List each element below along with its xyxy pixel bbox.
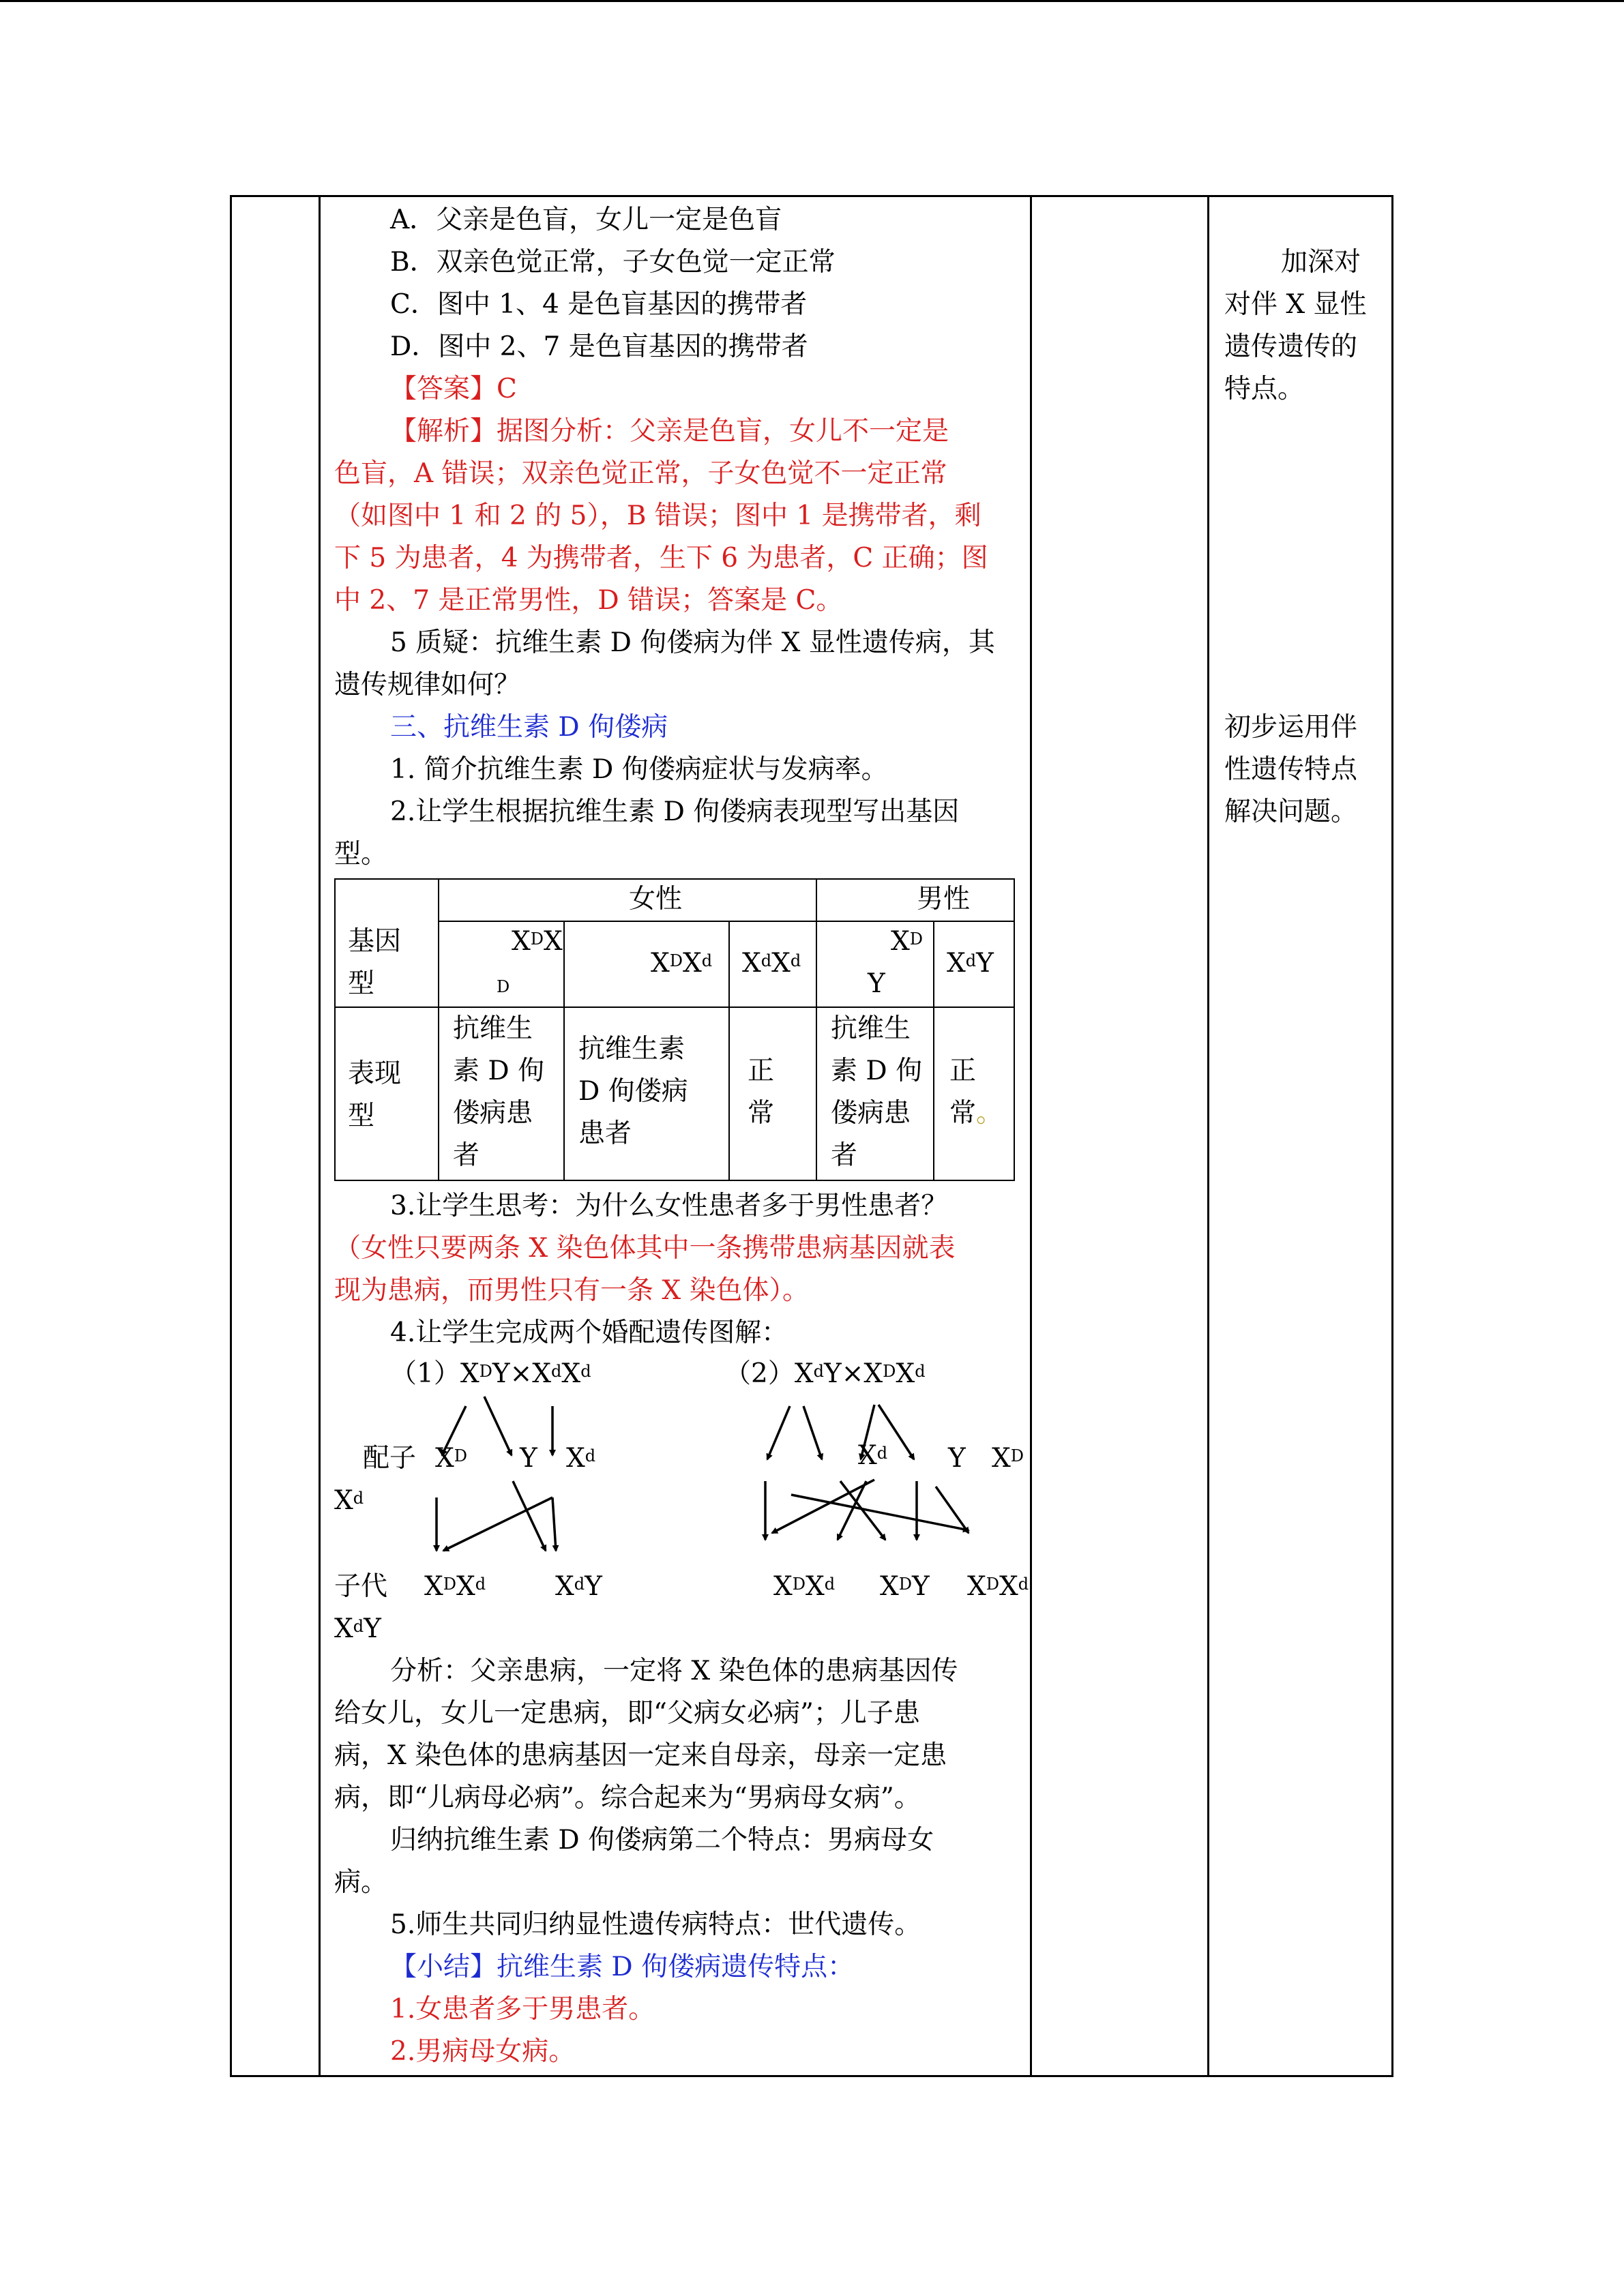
c2-arrow-1	[767, 1406, 790, 1459]
think-answer-1: （女性只要两条 X 染色体其中一条携带患病基因就表	[334, 1233, 956, 1264]
side-note-1-line-3: 遗传遗传的	[1224, 331, 1358, 362]
cross2-gamete-2: Y	[948, 1443, 966, 1474]
section3-step2-line1: 2.让学生根据抗维生素 D 佝偻病表现型写出基因	[390, 796, 960, 827]
phenotype-2-b: D 佝偻病	[578, 1076, 688, 1107]
analysis2-line-2: 给女儿，女儿一定患病，即“父病女必病”；儿子患	[334, 1698, 920, 1729]
genotype-label-2: 型	[348, 968, 375, 999]
analysis-line-2: 色盲，A 错误；双亲色觉正常，子女色觉不一定正常	[334, 458, 947, 489]
genotype-female-dd-wrap: D	[497, 977, 510, 996]
phenotype-4-d: 者	[831, 1140, 858, 1171]
phenotype-1-a: 抗维生	[453, 1013, 533, 1044]
genotype-female-Dd: $X^DX^d$	[651, 948, 713, 979]
section3-title: 三、抗维生素 D 佝偻病	[390, 712, 668, 743]
phenotype-4-a: 抗维生	[831, 1013, 911, 1044]
cross1-offspring-2: $X^dY$	[555, 1571, 602, 1602]
phenotype-3-b: 常	[748, 1098, 775, 1129]
phenotype-4-b: 素 D 佝	[831, 1056, 923, 1086]
side-note-2-line-3: 解决问题。	[1224, 796, 1358, 827]
option-b: B．双亲色觉正常，子女色觉一定正常	[390, 247, 836, 278]
cross1-offspring-wrap: $X^dY$	[334, 1613, 381, 1644]
analysis-text-1: 据图分析：父亲是色盲，女儿不一定是	[497, 416, 949, 447]
question5-line-2: 遗传规律如何？	[334, 670, 521, 700]
question5-line-1: 5 质疑：抗维生素 D 佝偻病为伴 X 显性遗传病，其	[390, 627, 995, 658]
phenotype-1-c: 偻病患	[453, 1098, 533, 1129]
gamete-label: 配子	[363, 1443, 417, 1474]
analysis-line-3: （如图中 1 和 2 的 5），B 错误；图中 1 是携带者，剩	[334, 501, 981, 531]
cross1-gamete-3: $X^d$	[566, 1443, 596, 1474]
c2-arrow-4	[879, 1405, 914, 1459]
phenotype-label-1: 表现	[348, 1058, 402, 1089]
cross1-parents: $(1)X^DY\times X^dX^d$	[390, 1358, 591, 1389]
genotype-male-D-Y: Y	[868, 968, 885, 999]
phenotype-2-c: 患者	[578, 1118, 632, 1149]
c1-arrow-5	[443, 1497, 552, 1551]
summary2-line-1: 归纳抗维生素 D 佝偻病第二个特点：男病母女	[390, 1825, 934, 1855]
cross2-offspring-1: $X^DX^d$	[773, 1571, 836, 1602]
option-d: D．图中 2、7 是色盲基因的携带者	[390, 331, 808, 362]
phenotype-5-a: 正	[949, 1056, 977, 1086]
c1-arrow-1	[442, 1406, 466, 1455]
cross1-gamete-2: Y	[520, 1443, 537, 1474]
analysis-line-5: 中 2、7 是正常男性，D 错误；答案是 C。	[334, 585, 843, 616]
c1-arrow-2	[484, 1397, 512, 1455]
c2-arrow-6	[791, 1495, 969, 1530]
genotype-female-dd-normal: $X^dX^d$	[742, 948, 801, 979]
side-note-2-line-1: 初步运用伴	[1224, 712, 1358, 743]
cross1-gamete-wrap: $X^d$	[334, 1485, 364, 1516]
cross2-offspring-2: $X^DY$	[880, 1571, 930, 1602]
genotype-label-1: 基因	[348, 926, 402, 957]
phenotype-label-2: 型	[348, 1101, 375, 1131]
genotype-male-D: $X^D$	[891, 926, 924, 957]
think-question: 3.让学生思考：为什么女性患者多于男性患者？	[390, 1191, 948, 1221]
genotype-male-d: $X^dY$	[947, 948, 994, 979]
conclusion-title: 【小结】抗维生素 D 佝偻病遗传特点：	[390, 1952, 855, 1982]
side-note-1-line-4: 特点。	[1224, 374, 1305, 404]
genotype-female-dd: $X^DX$	[512, 926, 563, 957]
phenotype-1-b: 素 D 佝	[453, 1056, 545, 1086]
side-note-1-line-2: 对伴 X 显性	[1224, 289, 1367, 320]
cross1-offspring-1: $X^DX^d$	[424, 1571, 486, 1602]
conclusion-point-2: 2.男病母女病。	[390, 2036, 576, 2067]
phenotype-3-a: 正	[748, 1056, 775, 1086]
phenotype-4-c: 偻病患	[831, 1098, 911, 1129]
c2-arrow-2	[803, 1406, 822, 1459]
answer: 【答案】C	[390, 374, 517, 404]
option-a: A．父亲是色盲，女儿一定是色盲	[390, 205, 782, 235]
header-female: 女性	[629, 884, 683, 914]
side-note-1-line-1: 加深对	[1281, 247, 1361, 278]
analysis-label: 【解析】	[390, 416, 497, 447]
analysis2-line-4: 病，即“儿病母必病”。综合起来为“男病母女病”。	[334, 1783, 921, 1813]
header-male: 男性	[917, 884, 971, 914]
step4: 4.让学生完成两个婚配遗传图解：	[390, 1317, 788, 1348]
phenotype-2-a: 抗维生素	[578, 1034, 685, 1064]
conclusion-point-1: 1.女患者多于男患者。	[390, 1994, 655, 2025]
c1-arrow-6	[513, 1481, 546, 1551]
cross2-parents: $(2)X^dY\times X^DX^d$	[724, 1358, 926, 1389]
analysis2-line-3: 病，X 染色体的患病基因一定来自母亲，母亲一定患	[334, 1740, 947, 1771]
cross1-gamete-1: $X^D$	[435, 1443, 468, 1474]
cross2-offspring-3: $X^DX^d$	[967, 1571, 1029, 1602]
phenotype-5-b: 常。	[949, 1098, 1003, 1129]
offspring-label: 子代	[334, 1571, 388, 1602]
cross2-gamete-3: $X^D$	[992, 1443, 1024, 1474]
side-note-2-line-2: 性遗传特点	[1224, 754, 1358, 785]
phenotype-1-d: 者	[453, 1140, 480, 1171]
cross2-gamete-1: $X^d$	[858, 1440, 888, 1471]
c2-arrow-3	[861, 1405, 874, 1459]
option-c: C．图中 1、4 是色盲基因的携带者	[390, 289, 808, 320]
section3-step1: 1. 简介抗维生素 D 佝偻病症状与发病率。	[390, 754, 888, 785]
analysis-line-4: 下 5 为患者，4 为携带者，生下 6 为患者，C 正确；图	[334, 543, 988, 573]
step5: 5.师生共同归纳显性遗传病特点：世代遗传。	[390, 1909, 921, 1940]
summary2-line-2: 病。	[334, 1867, 388, 1898]
analysis2-line-1: 分析：父亲患病，一定将 X 染色体的患病基因传	[390, 1656, 958, 1686]
section3-step2-line2: 型。	[334, 839, 388, 869]
c1-arrow-7	[552, 1497, 556, 1551]
think-answer-2: 现为患病，而男性只有一条 X 染色体）。	[334, 1275, 810, 1306]
